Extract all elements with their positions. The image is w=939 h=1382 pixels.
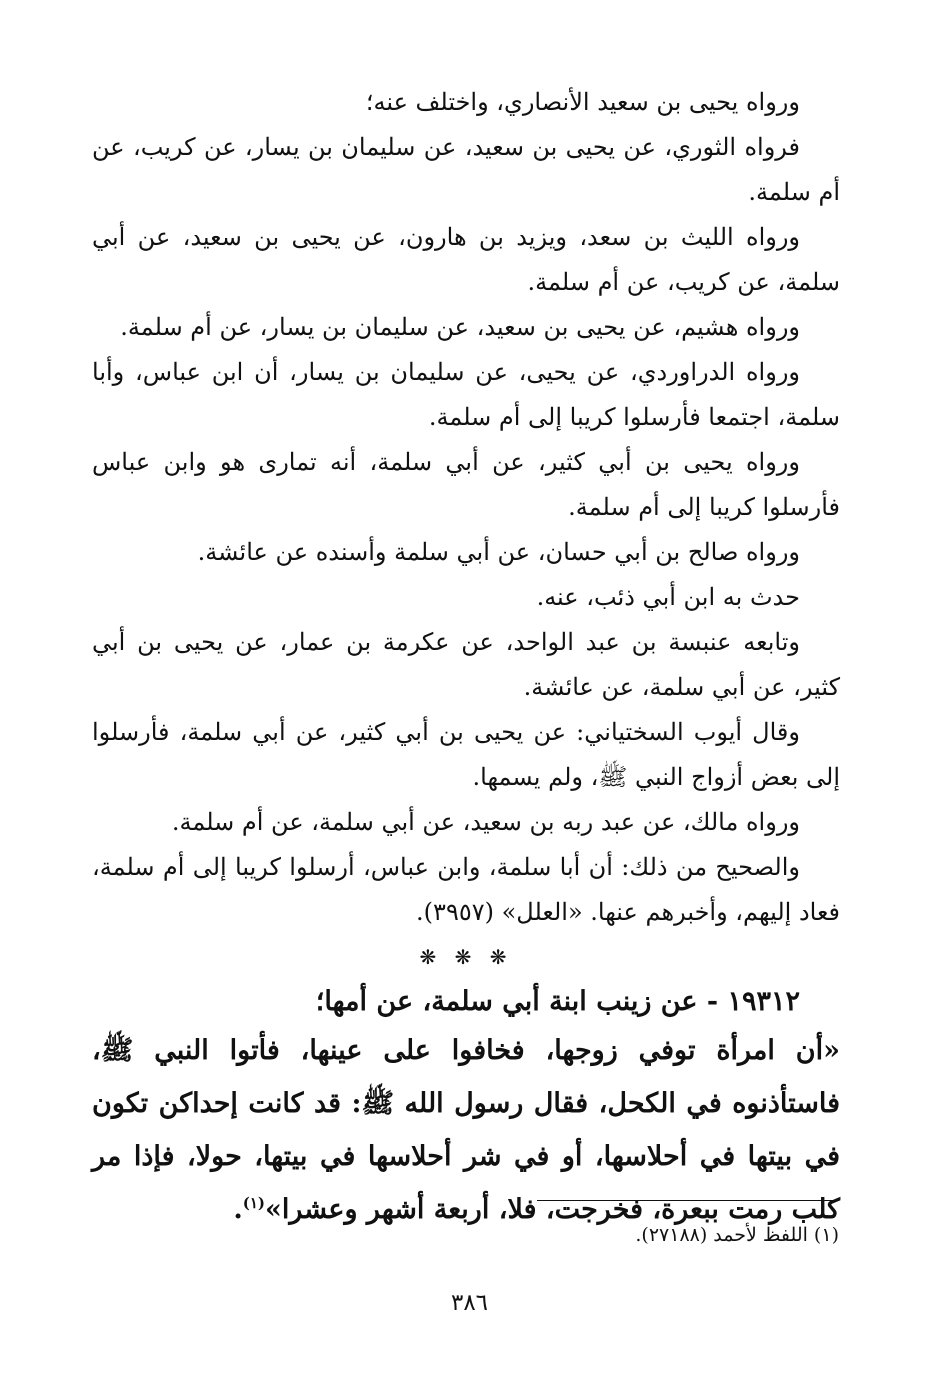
hadith-body: «أن امرأة توفي زوجها، فخافوا على عينها، فأتوا النبي ﷺ، فاستأذنوه في الكحل، فقال رسول الله ﷺ: قد كانت إحداكن تكون في بيتها في أحلاسها، أو في شر أحلاسها في بيتها، حولا، فإذا مر كلب رمت ببعرة، فخرجت، فلا، أربعة أشهر وعشرا» — [92, 1035, 840, 1225]
paragraph: حدث به ابن أبي ذئب، عنه. — [536, 583, 800, 611]
hadith-title: ١٩٣١٢ - عن زينب ابنة أبي سلمة، عن أمها؛ — [315, 986, 800, 1017]
paragraph: ورواه يحيى بن سعيد الأنصاري، واختلف عنه؛ — [365, 88, 800, 116]
main-text — [92, 80, 840, 1236]
paragraph: ورواه يحيى بن أبي كثير، عن أبي سلمة، أنه تمارى هو وابن عباس فأرسلوا كريبا إلى أم سلمة. — [92, 448, 840, 521]
paragraph: والصحيح من ذلك: أن أبا سلمة، وابن عباس، أرسلوا كريبا إلى أم سلمة، فعاد إليهم، وأخبرهم عنها. «العلل» (٣٩٥٧). — [92, 853, 840, 926]
hadith-text: «أن امرأة توفي زوجها، فخافوا على عينها، فأتوا النبي ﷺ، فاستأذنوه في الكحل، فقال رسول الله ﷺ: قد كانت إحداكن تكون في بيتها في أحلاسها، أو في شر أحلاسها في بيتها، حولا، فإذا مر كلب رمت ببعرة، فخرجت، فلا، أربعة أشهر وعشرا»$^{(١)}$. — [92, 1035, 840, 1225]
paragraph: وتابعه عنبسة بن عبد الواحد، عن عكرمة بن عمار، عن يحيى بن أبي كثير، عن أبي سلمة، عن عائشة. — [92, 628, 840, 701]
section-separator: ❋ ❋ ❋ — [419, 945, 513, 969]
paragraph: وقال أيوب السختياني: عن يحيى بن أبي كثير، عن أبي سلمة، فأرسلوا إلى بعض أزواج النبي ﷺ، ولم يسمها. — [92, 718, 840, 791]
footnote-marker: (١) — [242, 1194, 266, 1212]
paragraph: ورواه صالح بن أبي حسان، عن أبي سلمة وأسنده عن عائشة. — [197, 538, 800, 566]
paragraph: ورواه هشيم، عن يحيى بن سعيد، عن سليمان بن يسار، عن أم سلمة. — [120, 313, 800, 341]
footnote-divider — [537, 1200, 839, 1201]
page-number: ٣٨٦ — [450, 1290, 489, 1316]
paragraph: ورواه مالك، عن عبد ربه بن سعيد، عن أبي سلمة، عن أم سلمة. — [171, 808, 800, 836]
paragraph: فرواه الثوري، عن يحيى بن سعيد، عن سليمان بن يسار، عن كريب، عن أم سلمة. — [92, 133, 840, 206]
paragraph: ورواه الليث بن سعد، ويزيد بن هارون، عن يحيى بن سعيد، عن أبي سلمة، عن كريب، عن أم سلمة. — [92, 223, 840, 296]
footnote: (١) اللفظ لأحمد (٢٧١٨٨). — [635, 1224, 839, 1246]
paragraph: ورواه الدراوردي، عن يحيى، عن سليمان بن يسار، أن ابن عباس، وأبا سلمة، اجتمعا فأرسلوا كريبا إلى أم سلمة. — [92, 358, 840, 431]
